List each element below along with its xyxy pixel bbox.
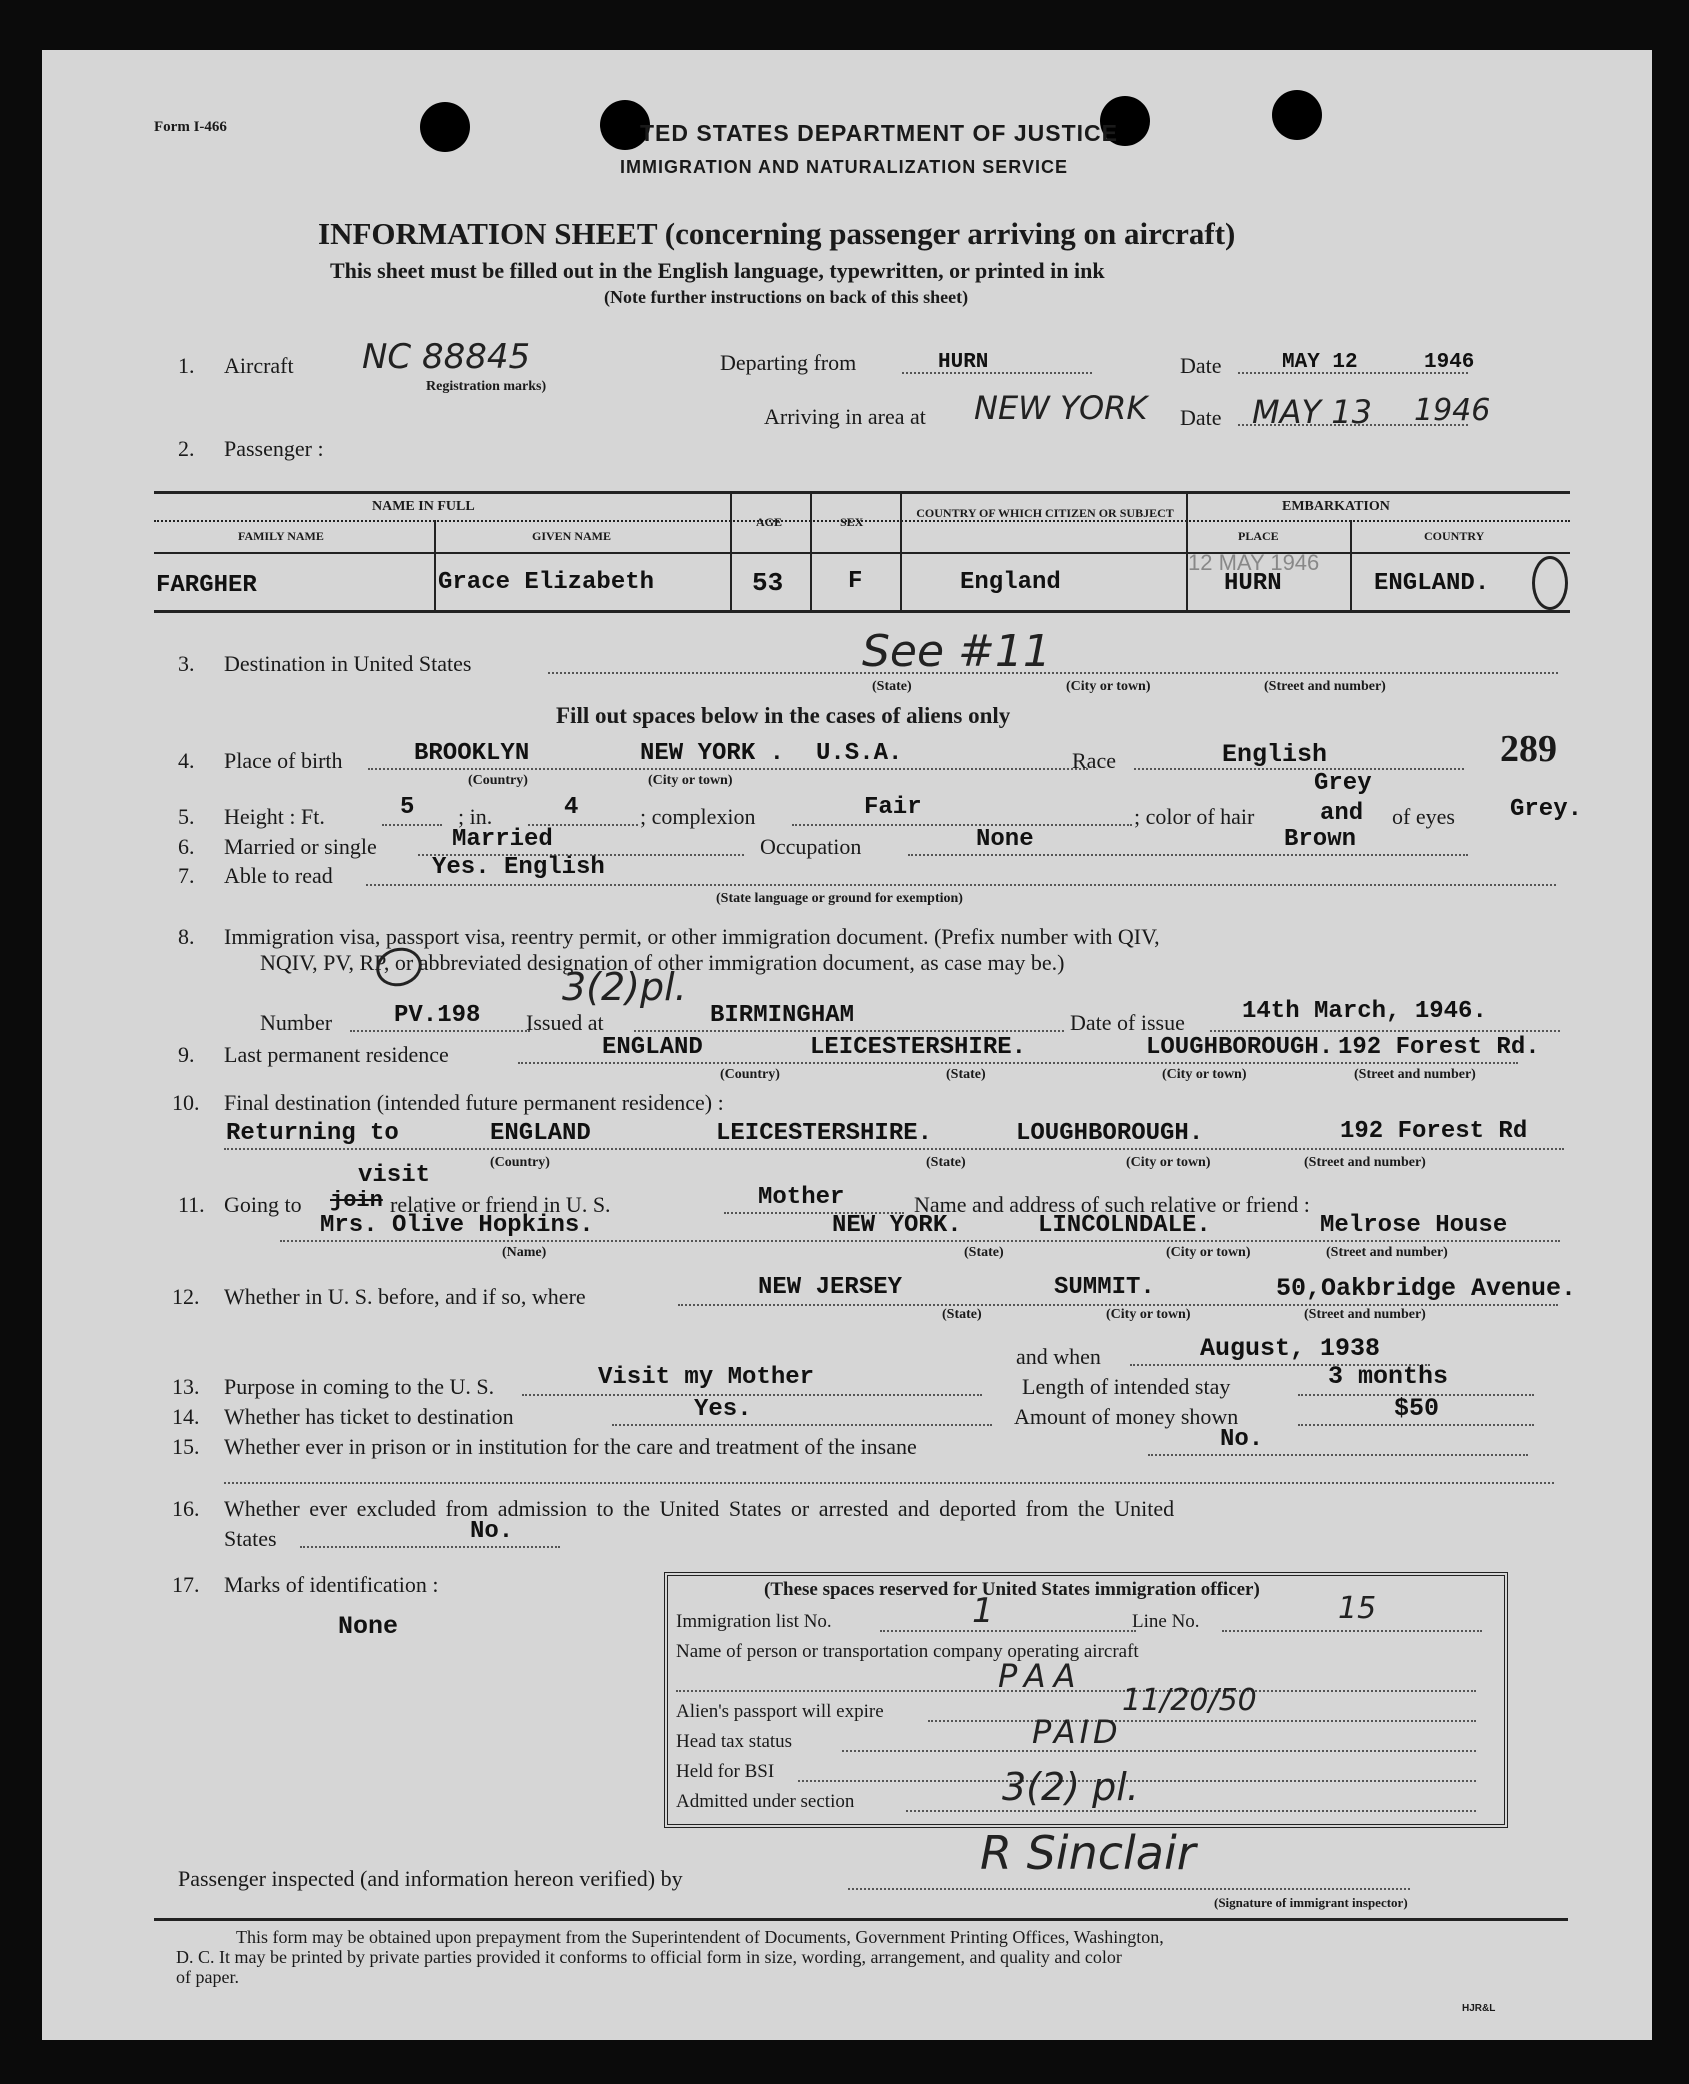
relative-street: Melrose House: [1320, 1212, 1508, 1239]
given-name-value: Grace Elizabeth: [438, 569, 655, 596]
expire-label: Alien's passport will expire: [676, 1701, 884, 1722]
arriving-label: Arriving in area at: [764, 404, 926, 429]
officer-box-title: (These spaces reserved for United States immigration officer): [764, 1579, 1260, 1600]
ticket-value: Yes.: [694, 1396, 752, 1423]
relative-city: LINCOLNDALE.: [1038, 1212, 1211, 1239]
read-label: Able to read: [224, 863, 333, 888]
before-city: SUMMIT.: [1054, 1274, 1155, 1301]
before-street: 50,Oakbridge Avenue.: [1276, 1274, 1577, 1303]
inspector-signature: R Sinclair: [980, 1826, 1196, 1880]
embark-place-value: HURN: [1224, 570, 1282, 597]
departing-value: HURN: [938, 351, 989, 374]
hair-value-top: Grey: [1314, 770, 1372, 797]
prison-label: Whether ever in prison or in institution for the care and treatment of the insane: [224, 1434, 917, 1459]
bsi-label: Held for BSI: [676, 1761, 775, 1782]
marks-value: None: [338, 1612, 399, 1641]
eyes-label: of eyes: [1392, 804, 1455, 829]
caption-state: (State): [872, 679, 912, 694]
relation-value: Mother: [758, 1184, 845, 1211]
relative-label: relative or friend in U. S.: [390, 1192, 611, 1217]
race-label: Race: [1072, 748, 1116, 773]
residence-state: LEICESTERSHIRE.: [810, 1034, 1027, 1061]
final-street: 192 Forest Rd: [1340, 1118, 1528, 1145]
caption-city: (City or town): [1162, 1067, 1247, 1082]
item-number: 10.: [172, 1090, 200, 1115]
ticket-label: Whether has ticket to destination: [224, 1404, 514, 1429]
hand-circle-mark: [1532, 556, 1568, 610]
item-number: 6.: [178, 834, 195, 859]
caption-name: (Name): [502, 1245, 547, 1260]
operator-value: PAA: [998, 1657, 1084, 1695]
caption-language: (State language or ground for exemption): [716, 891, 963, 906]
operator-label: Name of person or transportation company operating aircraft: [676, 1641, 1139, 1662]
aliens-note: Fill out spaces below in the cases of aliens only: [556, 703, 1011, 728]
list-no-value: 1: [972, 1591, 994, 1631]
section-label: Admitted under section: [676, 1791, 855, 1812]
tax-label: Head tax status: [676, 1731, 793, 1752]
section-value: 3(2) pl.: [1002, 1765, 1139, 1809]
header-age: AGE: [756, 515, 783, 529]
birth-country: U.S.A.: [816, 740, 903, 767]
when-value: August, 1938: [1200, 1334, 1381, 1363]
stay-label: Length of intended stay: [1022, 1374, 1231, 1399]
document-sheet: [42, 50, 1652, 2040]
header-country: COUNTRY OF WHICH CITIZEN OR SUBJECT: [916, 506, 1174, 520]
header-embarkation: EMBARKATION: [1282, 499, 1390, 514]
arriving-value: NEW YORK: [974, 389, 1148, 427]
caption-state: (State): [942, 1307, 982, 1322]
excluded-value: No.: [470, 1518, 514, 1545]
date-label: Date: [1180, 353, 1222, 378]
date-of-issue-value: 14th March, 1946.: [1242, 998, 1487, 1025]
line-no-value: 15: [1338, 1591, 1377, 1626]
occupation-value: None: [976, 826, 1034, 853]
caption-street: (Street and number): [1264, 679, 1386, 694]
hair-value-and: and: [1320, 800, 1364, 827]
service-name: IMMIGRATION AND NATURALIZATION SERVICE: [620, 157, 1068, 177]
caption-country: (Country): [490, 1155, 550, 1170]
purpose-label: Purpose in coming to the U. S.: [224, 1374, 495, 1399]
visa-instructions: Immigration visa, passport visa, reentry permit, or other immigration document. (Prefix number with QIV,: [224, 924, 1160, 949]
subtitle: This sheet must be filled out in the English language, typewritten, or printed in ink: [330, 258, 1105, 283]
item-number: 3.: [178, 651, 195, 676]
age-value: 53: [752, 568, 784, 598]
race-value: English: [1222, 740, 1328, 769]
final-prefix: Returning to: [226, 1120, 399, 1147]
height-in: 4: [564, 794, 579, 821]
going-label: Going to: [224, 1192, 302, 1217]
aircraft-value: NC 88845: [362, 337, 531, 377]
item-number: 4.: [178, 748, 195, 773]
item-number: 13.: [172, 1374, 200, 1399]
page-mark: 289: [1500, 728, 1557, 770]
number-label: Number: [260, 1010, 333, 1035]
form-number: Form I-466: [154, 119, 227, 135]
departure-year: 1946: [1424, 351, 1475, 374]
final-destination-label: Final destination (intended future permanent residence) :: [224, 1090, 724, 1115]
list-no-label: Immigration list No.: [676, 1611, 832, 1632]
prison-value: No.: [1220, 1426, 1264, 1453]
excluded-label-2: States: [224, 1526, 277, 1551]
item-number: 16.: [172, 1496, 200, 1521]
header-place: PLACE: [1238, 529, 1279, 543]
note: (Note further instructions on back of this sheet): [604, 287, 969, 307]
item-number: 7.: [178, 863, 195, 888]
embark-country-value: ENGLAND.: [1374, 570, 1490, 597]
money-value: $50: [1394, 1394, 1440, 1423]
header-family-name: FAMILY NAME: [238, 529, 324, 543]
footer-line-3: of paper.: [176, 1967, 239, 1987]
destination-value: See #11: [862, 626, 1051, 677]
issued-label: Issued at: [526, 1010, 604, 1035]
item-number: 5.: [178, 804, 195, 829]
residence-city: LOUGHBOROUGH.: [1146, 1034, 1334, 1061]
before-state: NEW JERSEY: [758, 1274, 903, 1301]
birth-state: NEW YORK .: [640, 740, 785, 767]
arrival-year: 1946: [1414, 393, 1491, 428]
residence-country: ENGLAND: [602, 1034, 703, 1061]
footer-line-2: D. C. It may be printed by private parties provided it conforms to official form in size, wording, arrangement, and quality and color: [176, 1947, 1122, 1967]
punch-hole: [420, 102, 470, 152]
date-stamp: 12 MAY 1946: [1188, 550, 1320, 575]
sex-value: F: [848, 568, 863, 595]
footer-line-1: This form may be obtained upon prepayment from the Superintendent of Documents, Government Printing Offices, Washington,: [236, 1927, 1164, 1947]
birth-label: Place of birth: [224, 748, 343, 773]
residence-label: Last permanent residence: [224, 1042, 449, 1067]
item-number: 14.: [172, 1404, 200, 1429]
caption-state: (State): [964, 1245, 1004, 1260]
header-given-name: GIVEN NAME: [532, 529, 612, 543]
visa-instructions-2: NQIV, PV, RP, or abbreviated designation of other immigration document, as case may be.): [260, 950, 1065, 975]
relative-address-label: Name and address of such relative or friend :: [914, 1192, 1310, 1217]
family-name-value: FARGHER: [156, 572, 257, 599]
item-number: 12.: [172, 1284, 200, 1309]
expire-value: 11/20/50: [1122, 1683, 1257, 1718]
header-emb-country: COUNTRY: [1424, 529, 1485, 543]
hair-value-bottom: Brown: [1284, 826, 1357, 853]
date-of-issue-label: Date of issue: [1070, 1010, 1185, 1035]
arrival-date-label: Date: [1180, 405, 1222, 430]
registration-caption: Registration marks): [426, 379, 547, 394]
height-in-label: ; in.: [458, 804, 493, 829]
aircraft-label: Aircraft: [224, 353, 294, 378]
visa-number: PV.198: [394, 1002, 481, 1029]
caption-street: (Street and number): [1304, 1155, 1426, 1170]
passenger-label: Passenger :: [224, 436, 324, 461]
married-value: Married: [452, 826, 553, 853]
caption-city: (City or town): [1106, 1307, 1191, 1322]
arrival-date: MAY 13: [1252, 393, 1372, 431]
caption-city: (City or town): [1066, 679, 1151, 694]
stay-value: 3 months: [1328, 1362, 1449, 1391]
caption-street: (Street and number): [1354, 1067, 1476, 1082]
printer-code: HJR&L: [1462, 2003, 1496, 2014]
final-state: LEICESTERSHIRE.: [716, 1120, 933, 1147]
going-visit: visit: [358, 1162, 431, 1189]
purpose-value: Visit my Mother: [598, 1364, 815, 1391]
tax-value: PAID: [1032, 1713, 1122, 1751]
when-label: and when: [1016, 1344, 1101, 1369]
hair-label: ; color of hair: [1134, 804, 1255, 829]
punch-hole: [1272, 90, 1322, 140]
caption-state: (State): [946, 1067, 986, 1082]
visa-hand-note: 3(2)pl.: [562, 965, 687, 1009]
item-number: 9.: [178, 1042, 195, 1067]
money-label: Amount of money shown: [1014, 1404, 1239, 1429]
final-country: ENGLAND: [490, 1120, 591, 1147]
destination-label: Destination in United States: [224, 651, 472, 676]
departure-date: MAY 12: [1282, 351, 1358, 374]
caption-city: (City or town): [1166, 1245, 1251, 1260]
complexion-value: Fair: [864, 794, 922, 821]
item-number: 17.: [172, 1572, 200, 1597]
item-number: 2.: [178, 436, 195, 461]
relative-state: NEW YORK.: [832, 1212, 962, 1239]
occupation-label: Occupation: [760, 834, 862, 859]
before-label: Whether in U. S. before, and if so, where: [224, 1284, 586, 1309]
eyes-value: Grey.: [1510, 796, 1583, 823]
caption-country: (Country): [720, 1067, 780, 1082]
item-number: 1.: [178, 353, 195, 378]
complexion-label: ; complexion: [640, 804, 756, 829]
item-number: 8.: [178, 924, 195, 949]
departing-label: Departing from: [720, 350, 857, 375]
page-title: INFORMATION SHEET (concerning passenger arriving on aircraft): [318, 216, 1236, 251]
caption-city: (City or town): [648, 773, 733, 788]
height-label: Height : Ft.: [224, 804, 325, 829]
going-join-struck: join: [330, 1188, 383, 1213]
issued-value: BIRMINGHAM: [710, 1002, 855, 1029]
final-city: LOUGHBOROUGH.: [1016, 1120, 1204, 1147]
line-no-label: Line No.: [1132, 1611, 1200, 1632]
item-number: 11.: [178, 1192, 205, 1217]
birth-city: BROOKLYN: [414, 740, 530, 767]
residence-street: 192 Forest Rd.: [1338, 1034, 1540, 1061]
caption-signature: (Signature of immigrant inspector): [1214, 1895, 1408, 1910]
caption-country: (Country): [468, 773, 528, 788]
caption-city: (City or town): [1126, 1155, 1211, 1170]
excluded-label: Whether ever excluded from admission to the United States or arrested and deported from the United: [224, 1496, 1175, 1521]
header-sex: SEX: [840, 515, 864, 529]
marks-label: Marks of identification :: [224, 1572, 439, 1597]
caption-state: (State): [926, 1155, 966, 1170]
caption-street: (Street and number): [1326, 1245, 1448, 1260]
inspected-label: Passenger inspected (and information hereon verified) by: [178, 1866, 683, 1891]
header-name-in-full: NAME IN FULL: [372, 499, 475, 514]
citizen-value: England: [960, 569, 1061, 596]
relative-name: Mrs. Olive Hopkins.: [320, 1212, 594, 1239]
caption-street: (Street and number): [1304, 1307, 1426, 1322]
department-name: TED STATES DEPARTMENT OF JUSTICE: [640, 120, 1118, 146]
married-label: Married or single: [224, 834, 377, 859]
height-ft: 5: [400, 794, 415, 821]
item-number: 15.: [172, 1434, 200, 1459]
read-value: Yes. English: [432, 854, 605, 881]
